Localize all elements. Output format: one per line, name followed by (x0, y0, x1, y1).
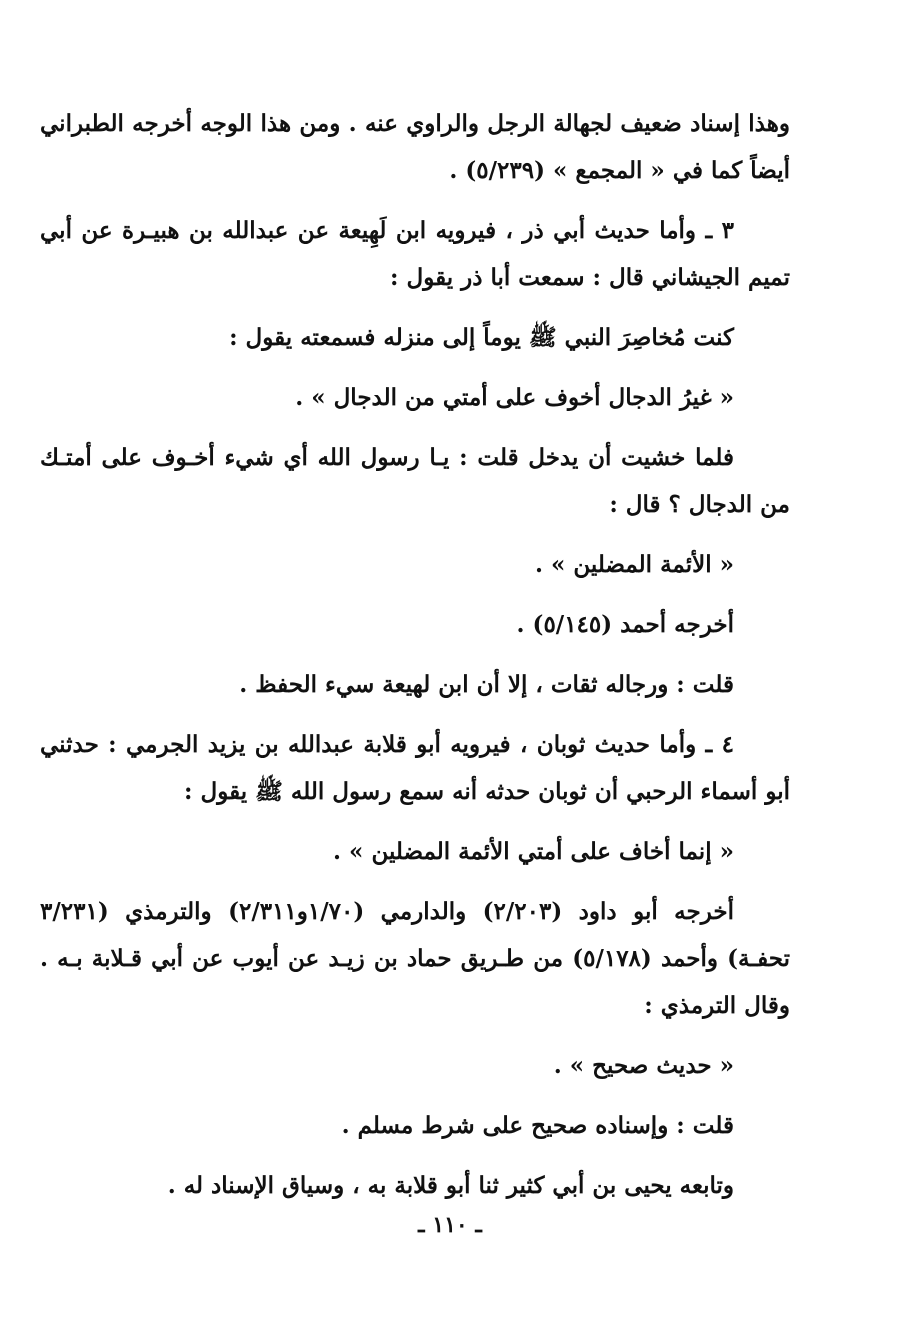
page-number: ـ ١١٠ ـ (418, 1212, 482, 1238)
paragraph-3: كنت مُخاصِرَ النبي ﷺ يوماً إلى منزله فسمعته يقول : (229, 324, 734, 351)
paragraph-13: قلت : وإسناده صحيح على شرط مسلم . (341, 1112, 734, 1139)
paragraph-11: أخرجه أبو داود (٢/٢٠٣) والدارمي (١/٧٠و٢/٣١١) والترمذي (٣/٢٣١ تحفـة) وأحمد (٥/١٧٨) من طـريق حماد بن زيـد عن أيوب عن أبي قـلابة بـه . وقال الترمذي : (40, 898, 790, 1019)
paragraph-14: وتابعه يحيى بن أبي كثير ثنا أبو قلابة به ، وسياق الإسناد له . (167, 1172, 734, 1199)
paragraph-4: « غيرُ الدجال أخوف على أمتي من الدجال » . (295, 384, 734, 411)
paragraph-7: أخرجه أحمد (٥/١٤٥) . (516, 611, 734, 638)
paragraph-9: ٤ ـ وأما حديث ثوبان ، فيرويه أبو قلابة عبدالله بن يزيد الجرمي : حدثني أبو أسماء الرحبي أن ثوبان حدثه أنه سمع رسول الله ﷺ يقول : (40, 731, 790, 805)
page-body (40, 100, 790, 1222)
paragraph-2: ٣ ـ وأما حديث أبي ذر ، فيرويه ابن لَهِيعة عن عبدالله بن هبيـرة عن أبي تميم الجيشاني قال : سمعت أبا ذر يقول : (40, 217, 790, 291)
paragraph-10: « إنما أخاف على أمتي الأئمة المضلين » . (333, 838, 734, 865)
paragraph-5: فلما خشيت أن يدخل قلت : يـا رسول الله أي شيء أخـوف على أمتـك من الدجال ؟ قال : (40, 444, 790, 518)
paragraph-1: وهذا إسناد ضعيف لجهالة الرجل والراوي عنه . ومن هذا الوجه أخرجه الطبراني أيضاً كما في « المجمع » (٥/٢٣٩) . (40, 110, 790, 184)
paragraph-12: « حديث صحيح » . (553, 1052, 734, 1079)
paragraph-8: قلت : ورجاله ثقات ، إلا أن ابن لهيعة سيء الحفظ . (239, 671, 734, 698)
paragraph-6: « الأئمة المضلين » . (534, 551, 734, 578)
